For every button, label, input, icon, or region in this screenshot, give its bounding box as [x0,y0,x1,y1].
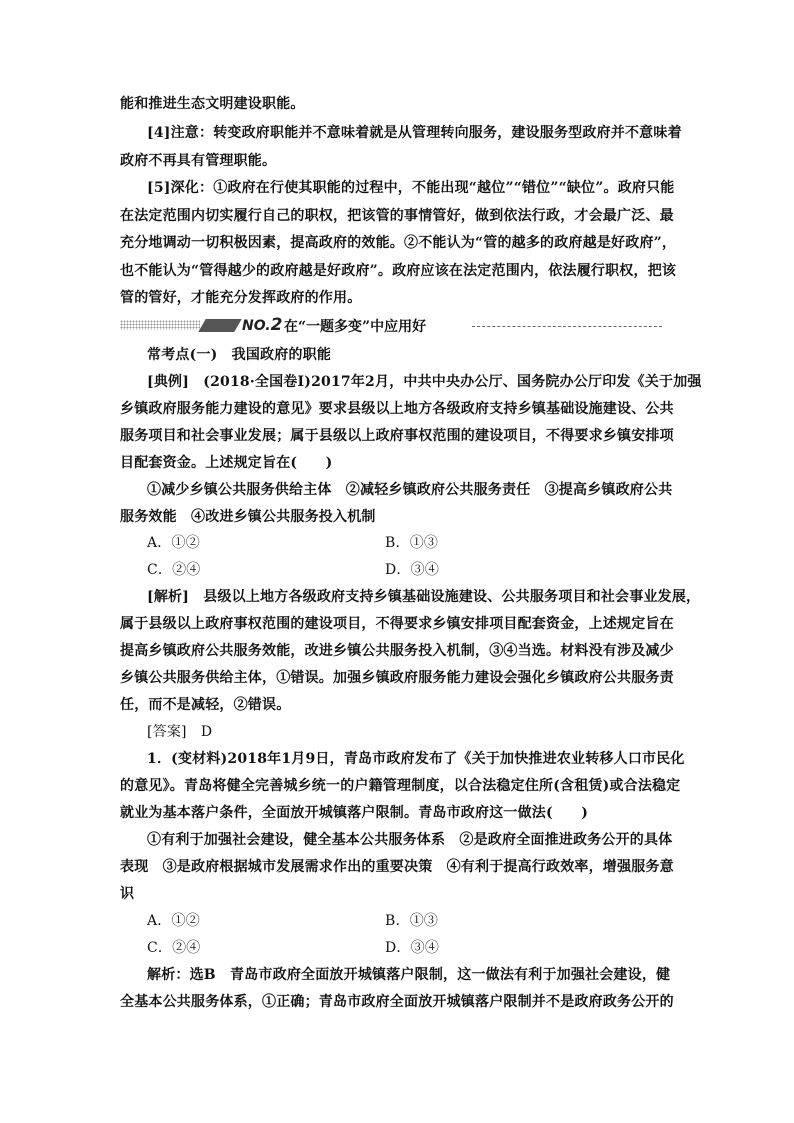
example-line: 目配套资金。上述规定旨在( ) [120,455,333,471]
example-line: 乡镇政府服务能力建设的意见》要求县级以上地方各级政府支持乡镇基础设施建设、公共 [120,401,674,417]
paragraph-line: 也不能认为“管得越少的政府越是好政府”。政府应该在法定范围内，依法履行职权，把该 [120,263,677,279]
choice-a: A．①② [147,913,200,929]
section-number: NO.2 [242,315,283,335]
analysis-line: 任，而不是减轻，②错误。 [120,697,291,713]
paragraph-line: 管的管好，才能充分发挥政府的作用。 [120,290,362,306]
choice-c: C．②④ [147,940,201,956]
question-line: 就业为基本落户条件，全面放开城镇落户限制。青岛市政府这一做法( ) [120,805,589,821]
choice-d: D．③④ [385,562,440,578]
question-line: 1．(变材料)2018年1月9日，青岛市政府发布了《关于加快推进农业转移人口市民化 [147,751,685,767]
question-options-line: 表现 ③是政府根据城市发展需求作出的重要决策 ④有利于提高行政效率，增强服务意 [120,859,674,875]
dotted-decoration [120,320,200,330]
paragraph-line: 能和推进生态文明建设职能。 [120,96,305,112]
slanted-bar-decoration [198,319,242,332]
topic-heading: 常考点(一) 我国政府的职能 [147,347,332,363]
answer-line: [答案] D [147,724,213,740]
question-line: 的意见》。青岛将健全完善城乡统一的户籍管理制度，以合法稳定住所(含租赁)或合法稳定 [120,778,681,794]
question-options-line: 识 [120,886,135,902]
example-options-line: 服务效能 ④改进乡镇公共服务投入机制 [120,509,376,525]
paragraph-line: [5]深化：①政府在行使其职能的过程中，不能出现“越位”“错位”“缺位”。政府只能 [147,180,675,196]
analysis-line: 提高乡镇政府公共服务效能，改进乡镇公共服务投入机制，③④当选。材料没有涉及减少 [120,643,674,659]
analysis-line: [解析] 县级以上地方各级政府支持乡镇基础设施建设、公共服务项目和社会事业发展， [147,589,701,605]
choice-d: D．③④ [385,940,440,956]
choice-b: B．①③ [385,535,439,551]
example-line: 服务项目和社会事业发展；属于县级以上政府事权范围的建设项目，不得要求乡镇安排项 [120,428,674,444]
paragraph-line: 在法定范围内切实履行自己的职权，把该管的事情管好，做到依法行政，才会最广泛、最 [120,208,674,224]
dashed-rule [472,326,662,327]
example-line: [典例] (2018·全国卷Ⅰ)2017年2月，中共中央办公厅、国务院办公厅印发《关于加强 [147,374,702,390]
solution-line: 解析：选B 青岛市政府全面放开城镇落户限制，这一做法有利于加强社会建设，健 [147,967,671,983]
paragraph-line: 充分地调动一切积极因素，提高政府的效能。②不能认为“管的越多的政府越是好政府”， [120,235,677,251]
choice-b: B．①③ [385,913,439,929]
choice-a: A．①② [147,535,200,551]
paragraph-line: [4]注意：转变政府职能并不意味着就是从管理转向服务，建设服务型政府并不意味着 [147,125,682,141]
example-options-line: ①减少乡镇公共服务供给主体 ②减轻乡镇政府公共服务责任 ③提高乡镇政府公共 [147,482,673,498]
paragraph-line: 政府不再具有管理职能。 [120,153,277,169]
question-options-line: ①有利于加强社会建设，健全基本公共服务体系 ②是政府全面推进政务公开的具体 [147,832,673,848]
section-title: 在“一题多变”中应用好 [284,319,427,335]
analysis-line: 属于县级以上政府事权范围的建设项目，不得要求乡镇安排项目配套资金，上述规定旨在 [120,616,674,632]
section-header [120,316,680,336]
solution-line: 全基本公共服务体系，①正确；青岛市政府全面放开城镇落户限制并不是政府政务公开的 [120,994,674,1010]
choice-c: C．②④ [147,562,201,578]
analysis-line: 乡镇公共服务供给主体，①错误。加强乡镇政府服务能力建设会强化乡镇政府公共服务责 [120,670,674,686]
